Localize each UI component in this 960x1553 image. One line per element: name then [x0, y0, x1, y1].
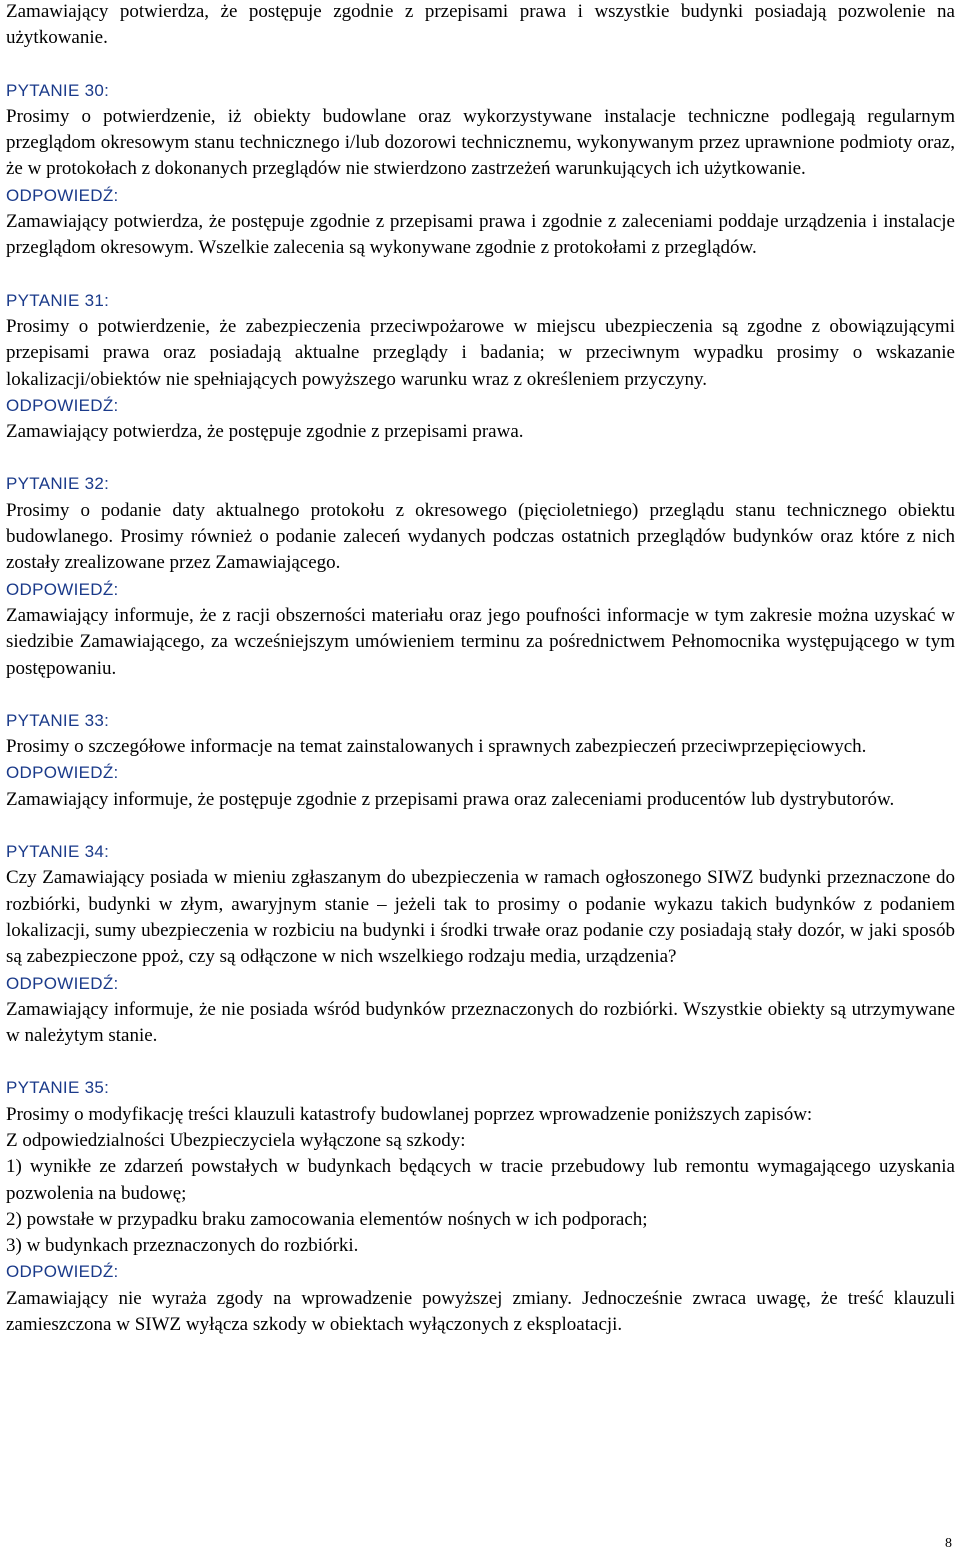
- answer-text: Zamawiający potwierdza, że postępuje zgodnie z przepisami prawa.: [6, 421, 524, 443]
- answer-label: ODPOWIEDŹ:: [6, 1262, 119, 1282]
- question-label: PYTANIE 31:: [6, 290, 110, 310]
- question-block-30: [6, 78, 955, 262]
- question-label: PYTANIE 30:: [6, 80, 110, 100]
- answer-text: Zamawiający informuje, że z racji obszerności materiału oraz jego poufności informacje w tym zakresie można uzyskać w siedzibie Zamawiającego, za wcześniejszym umówieniem terminu za pośrednictwem Pełnomocnika występującego w tym postępowaniu.: [6, 604, 955, 679]
- question-block-34: [6, 839, 955, 1049]
- question-block-32: [6, 471, 955, 681]
- exclusion-item: 2) powstałe w przypadku braku zamocowania elementów nośnych w ich podporach;: [6, 1208, 648, 1230]
- question-block-35: [6, 1075, 955, 1338]
- answer-label: ODPOWIEDŹ:: [6, 763, 119, 783]
- question-label: PYTANIE 32:: [6, 474, 110, 494]
- answer-label: ODPOWIEDŹ:: [6, 973, 119, 993]
- document-page: [6, 0, 955, 1338]
- exclusions-intro: Z odpowiedzialności Ubezpieczyciela wyłączone są szkody:: [6, 1129, 466, 1151]
- question-label: PYTANIE 35:: [6, 1078, 110, 1098]
- question-text: Prosimy o modyfikację treści klauzuli katastrofy budowlanej poprzez wprowadzenie poniższych zapisów:: [6, 1103, 813, 1125]
- question-text: Prosimy o potwierdzenie, że zabezpieczenia przeciwpożarowe w miejscu ubezpieczenia są zgodne z obowiązującymi przepisami prawa oraz posiadają aktualne przeglądy i badania; w przeciwnym wypadku prosimy o wskazanie lokalizacji/obiektów nie spełniających powyższego warunku wraz z określeniem przyczyny.: [6, 315, 955, 390]
- exclusion-item: 3) w budynkach przeznaczonych do rozbiórki.: [6, 1235, 359, 1257]
- intro-answer-text: Zamawiający potwierdza, że postępuje zgodnie z przepisami prawa i wszystkie budynki posiadają pozwolenie na użytkowanie.: [6, 1, 955, 49]
- answer-text: Zamawiający informuje, że postępuje zgodnie z przepisami prawa oraz zaleceniami producentów lub dystrybutorów.: [6, 788, 895, 810]
- question-text: Prosimy o potwierdzenie, iż obiekty budowlane oraz wykorzystywane instalacje techniczne podlegają regularnym przeglądom okresowym stanu technicznego i/lub dozorowi technicznemu, wykonywanym przez uprawnione podmioty oraz, że w protokołach z dokonanych przeglądów nie stwierdzono zastrzeżeń warunkujących ich użytkowanie.: [6, 105, 955, 180]
- question-label: PYTANIE 34:: [6, 842, 110, 862]
- question-block-31: [6, 288, 955, 446]
- page-number: 8: [945, 1536, 952, 1551]
- answer-text: Zamawiający informuje, że nie posiada wśród budynków przeznaczonych do rozbiórki. Wszystkie obiekty są utrzymywane w należytym stanie.: [6, 998, 955, 1047]
- question-block-33: [6, 708, 955, 813]
- question-text: Czy Zamawiający posiada w mieniu zgłaszanym do ubezpieczenia w ramach ogłoszonego SIWZ budynki przeznaczone do rozbiórki, budynki w złym, awaryjnym stanie – jeżeli tak to prosimy o podanie wykazu takich budynków z podaniem lokalizacji, sumy ubezpieczenia w rozbiciu na budynki i środki trwałe oraz podanie czy posiadają stały dozór, w jaki sposób są zabezpieczone ppoż, czy są odłączone w nich wszelkiego rodzaju media, urządzenia?: [6, 867, 955, 968]
- answer-text: Zamawiający nie wyraża zgody na wprowadzenie powyższej zmiany. Jednocześnie zwraca uwagę, że treść klauzuli zamieszczona w SIWZ wyłącza szkody w obiektach wyłączonych z eksploatacji.: [6, 1287, 955, 1336]
- answer-label: ODPOWIEDŹ:: [6, 395, 119, 415]
- question-text: Prosimy o szczegółowe informacje na temat zainstalowanych i sprawnych zabezpieczeń przeciwprzepięciowych.: [6, 736, 867, 758]
- answer-label: ODPOWIEDŹ:: [6, 579, 119, 599]
- answer-label: ODPOWIEDŹ:: [6, 185, 119, 205]
- answer-text: Zamawiający potwierdza, że postępuje zgodnie z przepisami prawa i zgodnie z zaleceniami poddaje urządzenia i instalacje przeglądom okresowym. Wszelkie zalecenia są wykonywane zgodnie z protokołami z przeglądów.: [6, 211, 955, 259]
- question-text: Prosimy o podanie daty aktualnego protokołu z okresowego (pięcioletniego) przeglądu stanu technicznego obiektu budowlanego. Prosimy również o podanie zaleceń wydanych podczas ostatnich przeglądów budynków oraz które z nich zostały zrealizowane przez Zamawiającego.: [6, 499, 955, 574]
- exclusion-item: 1) wynikłe ze zdarzeń powstałych w budynkach będących w tracie przebudowy lub remontu wymagającego uzyskania pozwolenia na budowę;: [6, 1156, 955, 1204]
- question-label: PYTANIE 33:: [6, 710, 110, 730]
